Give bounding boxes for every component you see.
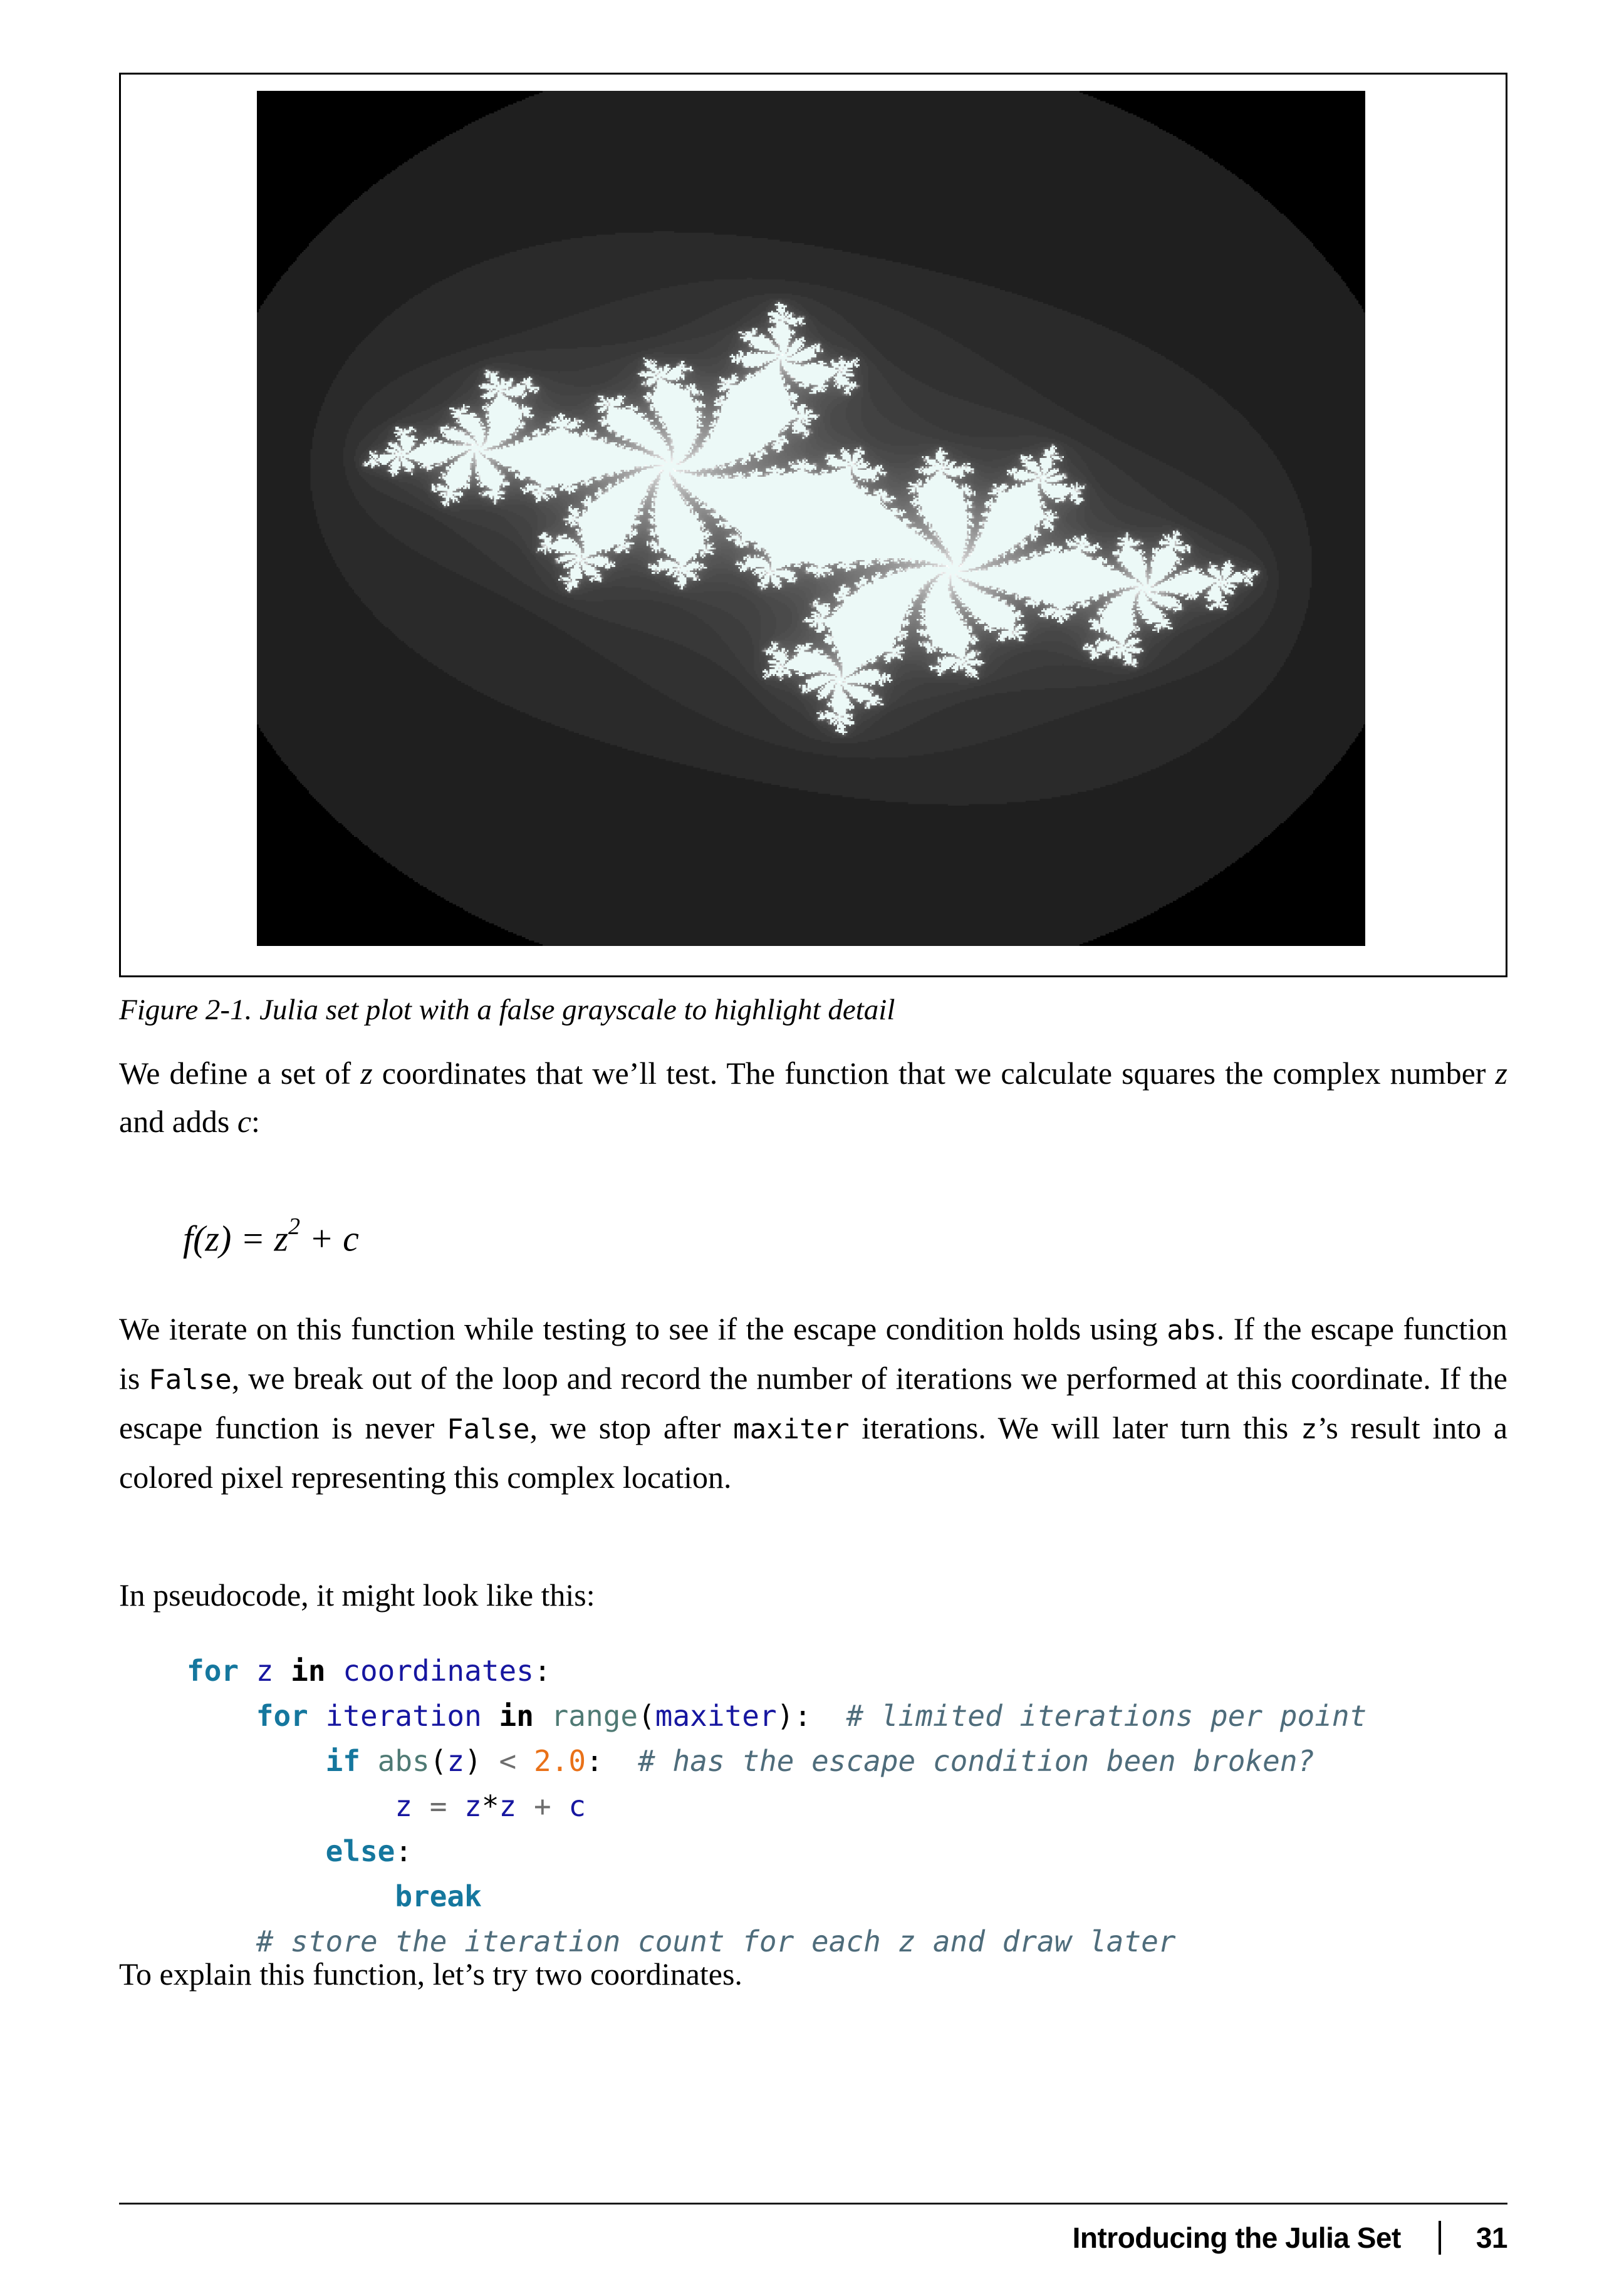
body-text: We iterate on this function while testing to see if the escape condition holds using [119, 1311, 1167, 1346]
body-text: and adds [119, 1104, 237, 1139]
paragraph-explain: To explain this function, let’s try two coordinates. [119, 1956, 742, 1992]
body-text: : [251, 1104, 260, 1139]
pseudocode-intro: In pseudocode, it might look like this: [119, 1577, 595, 1613]
code-line [187, 1784, 1366, 1829]
inline-code: maxiter [733, 1413, 850, 1445]
code-token-op: < [481, 1744, 534, 1778]
math-formula [183, 1205, 359, 1264]
code-token-opw: in [291, 1654, 343, 1688]
code-token-nm: z [447, 1744, 465, 1778]
math-variable: z [360, 1056, 373, 1091]
inline-code: False [447, 1413, 530, 1445]
code-token-opw: in [499, 1699, 551, 1733]
math-variable: z [1495, 1056, 1507, 1091]
code-line [187, 1738, 1366, 1784]
code-line [187, 1648, 1366, 1693]
code-token-nm: coordinates [343, 1654, 534, 1688]
code-line [187, 1874, 1366, 1919]
code-token-pu: ): [776, 1699, 812, 1733]
formula-tail: + c [300, 1218, 359, 1259]
code-token-pl [187, 1699, 256, 1733]
code-token-pu: ( [429, 1744, 447, 1778]
formula-exponent: 2 [288, 1213, 301, 1240]
inline-code: z [1300, 1413, 1318, 1445]
code-token-nu: 2.0 [533, 1744, 586, 1778]
inline-code: abs [1167, 1314, 1217, 1346]
code-token-pl [187, 1744, 326, 1778]
body-text: iterations. We will later turn this [849, 1410, 1301, 1445]
code-token-pu: ( [638, 1699, 655, 1733]
code-token-pu: ) [464, 1744, 482, 1778]
code-token-pl [187, 1834, 326, 1868]
footer-section-title: Introducing the Julia Set [1072, 2221, 1401, 2254]
code-token-pu: * [481, 1789, 499, 1823]
code-token-pl [187, 1789, 395, 1823]
footer-page-number: 31 [1476, 2221, 1507, 2254]
code-token-kw: for [187, 1654, 256, 1688]
code-token-pl [187, 1879, 395, 1913]
code-token-pu: : [533, 1654, 551, 1688]
code-token-cm: # store the iteration count for each z and draw later [256, 1925, 1176, 1958]
body-text: We define a set of [119, 1056, 361, 1091]
body-text: , we stop after [529, 1410, 734, 1445]
code-token-bi: abs [377, 1744, 430, 1778]
body-text: coordinates that we’ll test. The function that we calculate squares the complex number [372, 1056, 1496, 1091]
julia-set-plot [257, 91, 1365, 946]
formula-lead: f(z) = z [183, 1218, 289, 1259]
code-token-nm: z [464, 1789, 482, 1823]
code-token-cm: # has the escape condition been broken? [638, 1744, 1315, 1778]
footer-rule [119, 2203, 1507, 2205]
code-token-pl [603, 1744, 638, 1778]
paragraph-iterate [119, 1305, 1507, 1502]
figure-frame [119, 73, 1507, 977]
code-line [187, 1693, 1366, 1738]
code-token-kw: else [325, 1834, 395, 1868]
code-token-bi: range [551, 1699, 638, 1733]
inline-code: False [148, 1364, 232, 1396]
code-token-kw: break [395, 1879, 482, 1913]
page-footer [1073, 2218, 1507, 2258]
code-token-op: + [516, 1789, 569, 1823]
body-text: , we break out of the loop and record the number of iterations we performed at this coordinate. If the escape function is never [119, 1361, 1507, 1445]
code-token-pu: : [586, 1744, 603, 1778]
code-token-kw: if [325, 1744, 378, 1778]
body-text: ’s result into a colored pixel representing this complex location. [119, 1410, 1508, 1495]
math-variable: c [237, 1104, 252, 1139]
code-token-op: = [412, 1789, 465, 1823]
code-token-nm: z [499, 1789, 517, 1823]
code-token-nm: z [395, 1789, 413, 1823]
code-token-nm: c [568, 1789, 586, 1823]
code-token-nm: iteration [325, 1699, 499, 1733]
code-token-cm: # limited iterations per point [846, 1699, 1367, 1733]
code-token-nm: maxiter [655, 1699, 777, 1733]
code-token-kw: for [256, 1699, 326, 1733]
code-token-pu: : [395, 1834, 413, 1868]
code-line [187, 1829, 1366, 1874]
code-token-pl [811, 1699, 846, 1733]
paragraph-define-z [119, 1049, 1507, 1146]
figure-caption: Figure 2-1. Julia set plot with a false grayscale to highlight detail [119, 994, 895, 1026]
footer-separator [1439, 2221, 1441, 2255]
code-token-nm: z [256, 1654, 291, 1688]
code-block [187, 1648, 1366, 1964]
body-text: . If the escape function is [119, 1311, 1507, 1396]
